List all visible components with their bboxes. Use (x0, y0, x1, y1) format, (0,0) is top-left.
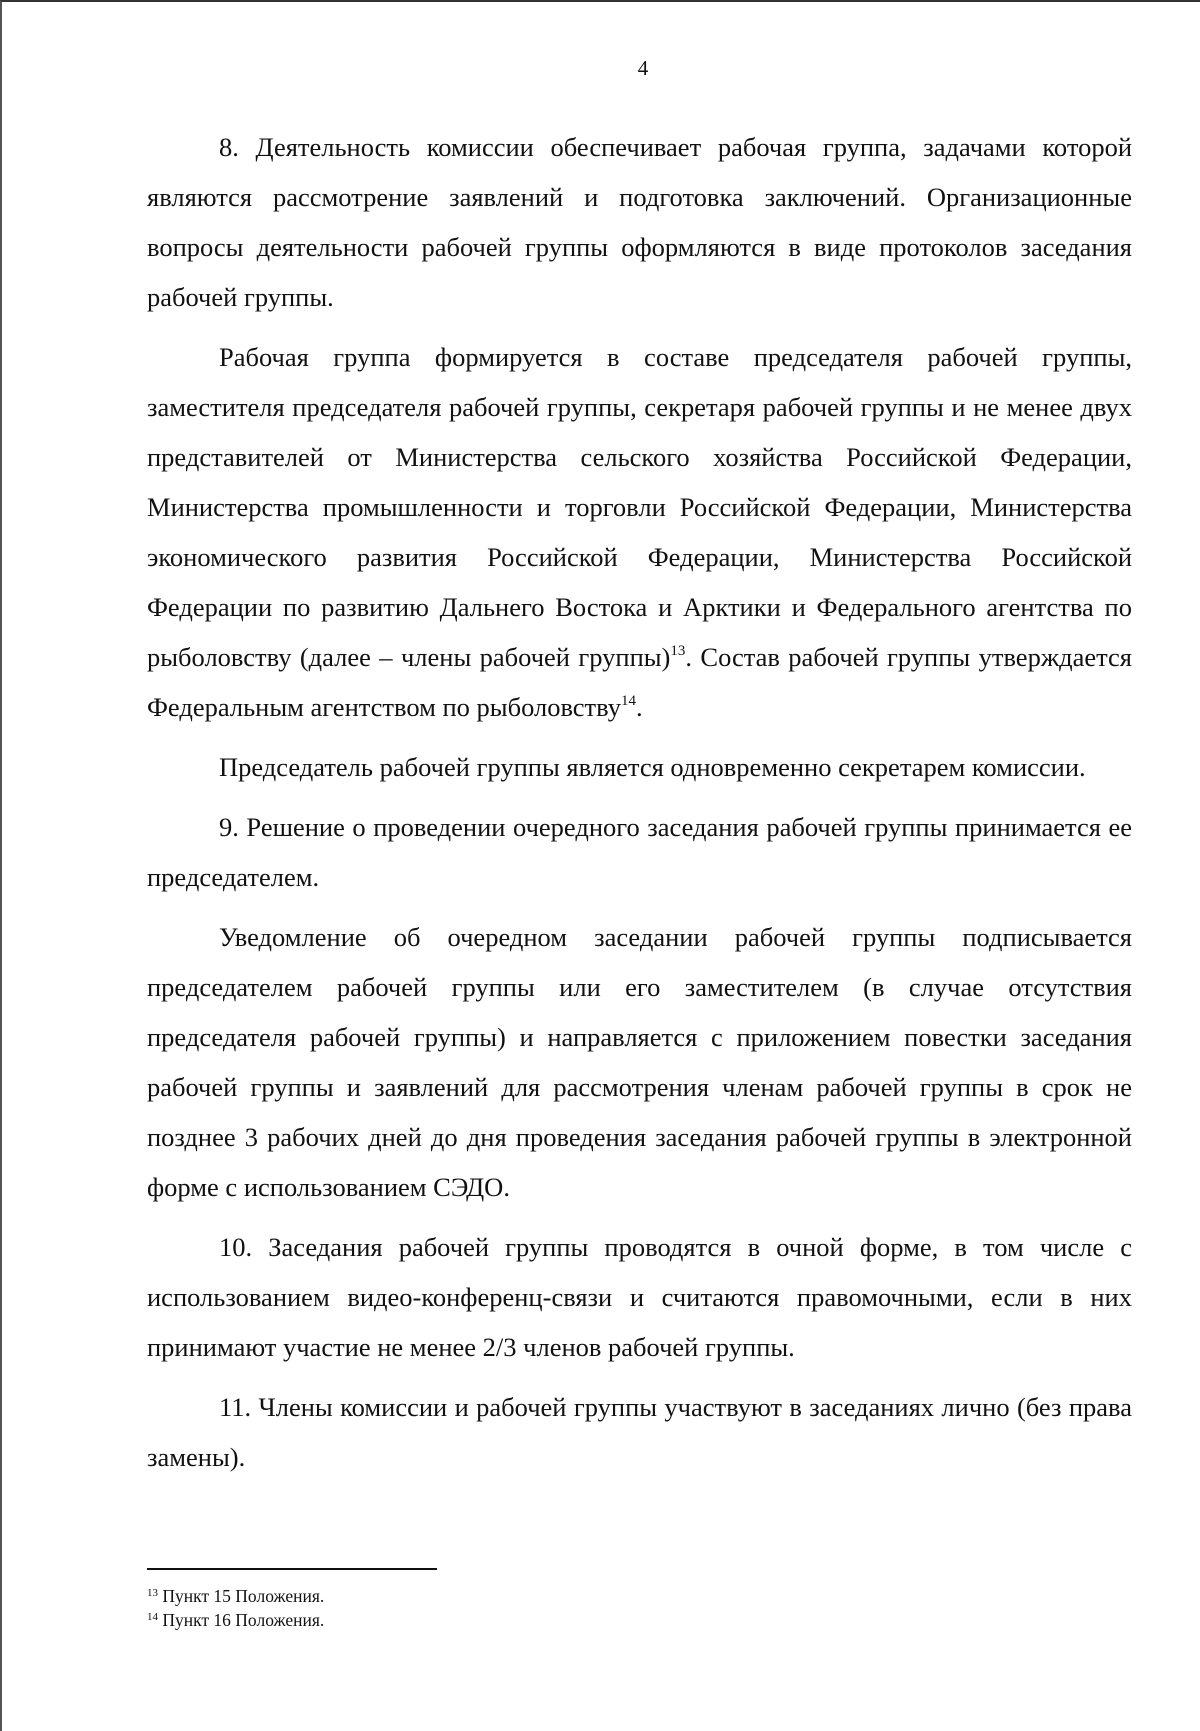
footnote-text: Пункт 16 Положения. (158, 1610, 325, 1630)
paragraph-text: Рабочая группа формируется в составе председателя рабочей группы, заместителя председателя рабочей группы, секретаря рабочей группы и не менее двух представителей от Министерства сельского хозяйства Российской Федерации, Министерства промышленности и торговли Российской Федерации, Министерства экономического развития Российской Федерации, Министерства Российской Федерации по развитию Дальнего Востока и Арктики и Федерального агентства по рыболовству (далее – члены рабочей группы) (147, 342, 1132, 672)
footnote-14 (147, 1608, 324, 1632)
footnote-mark: 14 (147, 1611, 158, 1623)
paragraph-text: . Состав рабочей группы утверждается Федеральным агентством по рыболовству (147, 642, 1132, 722)
footnote-mark: 13 (147, 1587, 158, 1599)
document-body (147, 122, 1132, 1492)
paragraph-11: 11. Члены комиссии и рабочей группы участвуют в заседаниях лично (без права замены). (147, 1392, 1132, 1472)
footnote-ref-14: 14 (621, 693, 636, 709)
footnotes (147, 1584, 324, 1632)
footnote-13 (147, 1584, 324, 1608)
paragraph-8: 8. Деятельность комиссии обеспечивает рабочая группа, задачами которой являются рассмотрение заявлений и подготовка заключений. Организационные вопросы деятельности рабочей группы оформляются в виде протоколов заседания рабочей группы. (147, 132, 1132, 312)
paragraph-text: . (636, 692, 643, 722)
paragraph-working-group-composition (147, 332, 1132, 732)
footnote-ref-13: 13 (670, 643, 686, 659)
footnote-text: Пункт 15 Положения. (158, 1586, 325, 1606)
paragraph-9: 9. Решение о проведении очередного заседания рабочей группы принимается ее председателем. (147, 812, 1132, 892)
paragraph-chairman: Председатель рабочей группы является одновременно секретарем комиссии. (219, 752, 1086, 782)
footnote-divider (147, 1568, 437, 1570)
page-number: 4 (637, 56, 649, 80)
paragraph-10: 10. Заседания рабочей группы проводятся в очной форме, в том числе с использованием видео-конференц-связи и считаются правомочными, если в них принимают участие не менее 2/3 членов рабочей группы. (147, 1232, 1132, 1362)
paragraph-notice: Уведомление об очередном заседании рабочей группы подписывается председателем рабочей группы или его заместителем (в случае отсутствия председателя рабочей группы) и направляется с приложением повестки заседания рабочей группы и заявлений для рассмотрения членам рабочей группы в срок не позднее 3 рабочих дней до дня проведения заседания рабочей группы в электронной форме с использованием СЭДО. (147, 922, 1132, 1202)
